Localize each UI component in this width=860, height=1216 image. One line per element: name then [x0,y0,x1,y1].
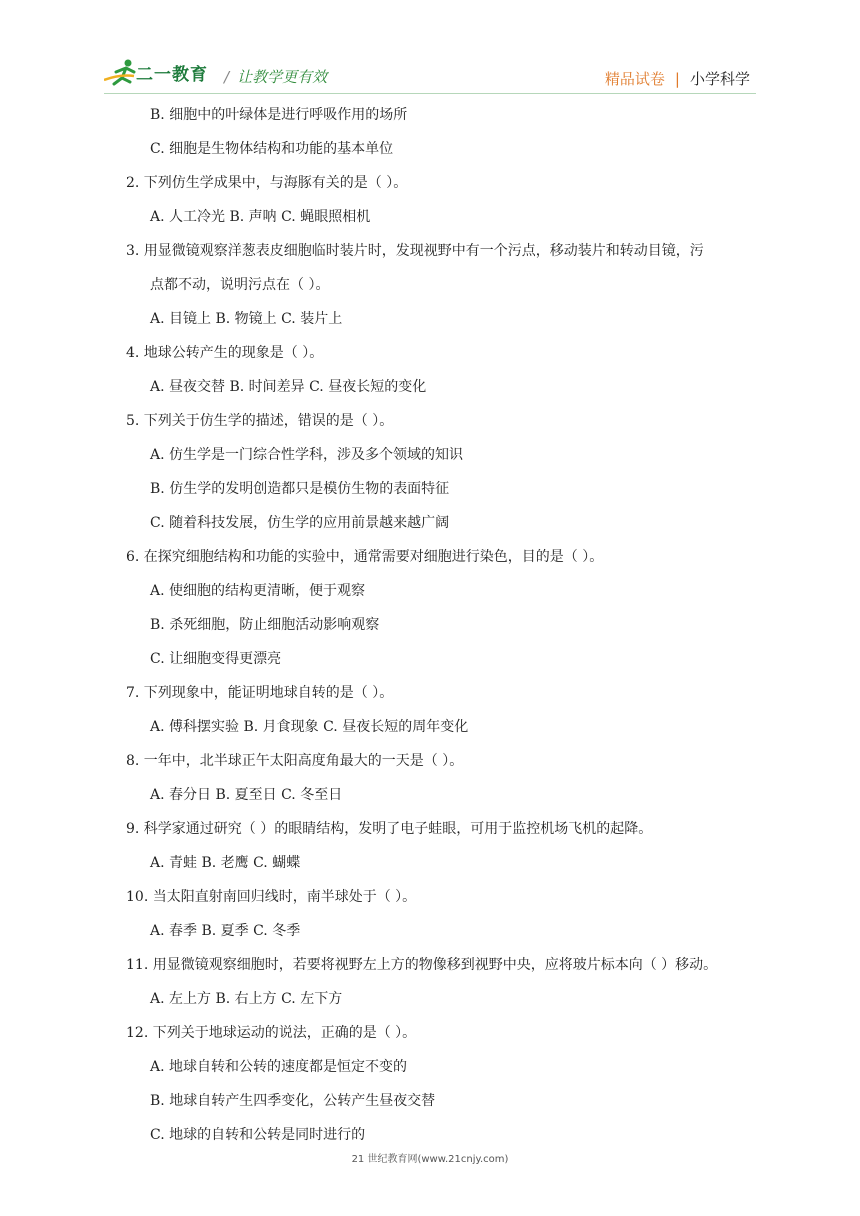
question-line: 4. 地球公转产生的现象是（ ）。 [126,345,324,361]
slogan-text: 让教学更有效 [237,68,328,86]
header-divider [104,93,756,94]
option-line: A. 春分日 B. 夏至日 C. 冬至日 [150,787,343,803]
option-line: A. 人工冷光 B. 声呐 C. 蝇眼照相机 [150,209,371,225]
option-line: A. 傅科摆实验 B. 月食现象 C. 昼夜长短的周年变化 [150,719,469,735]
question-content [126,98,766,1152]
header-right [605,68,750,89]
option-line: A. 昼夜交替 B. 时间差异 C. 昼夜长短的变化 [150,379,427,395]
logo-text: 二一教育 [136,65,208,85]
option-line: A. 青蛙 B. 老鹰 C. 蝴蝶 [150,855,301,871]
option-line: C. 地球的自转和公转是同时进行的 [150,1127,366,1143]
question-line: 5. 下列关于仿生学的描述，错误的是（ ）。 [126,413,394,429]
page-footer: 21 世纪教育网(www.21cnjy.com) [351,1154,509,1165]
page-header [0,0,860,98]
slogan: / 让教学更有效 [224,68,328,86]
question-line: 7. 下列现象中，能证明地球自转的是（ ）。 [126,685,394,701]
option-line: C. 细胞是生物体结构和功能的基本单位 [150,141,394,157]
option-line: C. 随着科技发展，仿生学的应用前景越来越广阔 [150,515,450,531]
question-line: 2. 下列仿生学成果中，与海豚有关的是（ ）。 [126,175,408,191]
option-line: A. 左上方 B. 右上方 C. 左下方 [150,991,343,1007]
quality-badge: 精品试卷 [604,70,665,88]
option-line: A. 春季 B. 夏季 C. 冬季 [150,923,301,939]
question-line: 11. 用显微镜观察细胞时，若要将视野左上方的物像移到视野中央，应将玻片标本向（ ）移动。 [126,957,718,973]
option-line: B. 仿生学的发明创造都只是模仿生物的表面特征 [150,481,450,497]
option-line: B. 细胞中的叶绿体是进行呼吸作用的场所 [150,107,408,123]
question-line: 6. 在探究细胞结构和功能的实验中，通常需要对细胞进行染色，目的是（ ）。 [126,549,604,565]
option-line: C. 让细胞变得更漂亮 [150,651,282,667]
subject-label: 小学科学 [689,70,750,88]
separator: | [674,70,680,88]
option-line: A. 仿生学是一门综合性学科，涉及多个领域的知识 [150,447,464,463]
question-line: 10. 当太阳直射南回归线时，南半球处于（ ）。 [126,889,417,905]
continuation-line: 点都不动，说明污点在（ ）。 [150,277,330,293]
question-line: 3. 用显微镜观察洋葱表皮细胞临时装片时，发现视野中有一个污点，移动装片和转动目镜，污 [126,243,704,259]
option-line: A. 使细胞的结构更清晰，便于观察 [150,583,366,599]
option-line: A. 目镜上 B. 物镜上 C. 装片上 [150,311,343,327]
option-line: A. 地球自转和公转的速度都是恒定不变的 [150,1059,408,1075]
option-line: B. 地球自转产生四季变化，公转产生昼夜交替 [150,1093,436,1109]
question-line: 9. 科学家通过研究（ ）的眼睛结构，发明了电子蛙眼，可用于监控机场飞机的起降。 [126,821,653,837]
question-line: 12. 下列关于地球运动的说法，正确的是（ ）。 [126,1025,417,1041]
question-line: 8. 一年中，北半球正午太阳高度角最大的一天是（ ）。 [126,753,464,769]
option-line: B. 杀死细胞，防止细胞活动影响观察 [150,617,380,633]
